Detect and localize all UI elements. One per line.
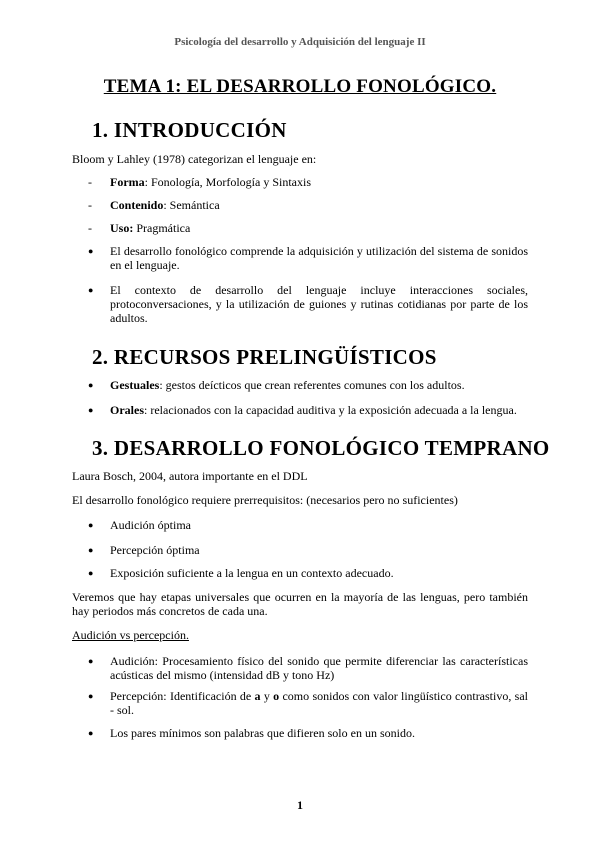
item-text: Exposición suficiente a la lengua en un contexto adecuado. (110, 566, 394, 580)
section-heading-introduccion: 1. INTRODUCCIÓN (92, 118, 287, 142)
item-text: como sonidos con valor lingüístico contrastivo, sal - sol. (110, 689, 528, 717)
item-text: : Fonología, Morfología y Sintaxis (144, 175, 311, 189)
bullet-marker: ● (88, 246, 94, 256)
term-o: o (273, 689, 280, 703)
item-text: : Semántica (163, 198, 220, 212)
term-a: a (254, 689, 261, 703)
term-uso: Uso: (110, 221, 134, 235)
bullet-marker: ● (88, 380, 94, 390)
item-text: Pragmática (133, 221, 191, 235)
bullet-marker: ● (88, 728, 94, 738)
item-text: Percepción: Identificación de (110, 689, 255, 703)
dash-marker: - (88, 198, 92, 212)
bullet-marker: ● (88, 656, 94, 666)
item-text: Audición óptima (110, 518, 191, 532)
term-forma: Forma (110, 175, 145, 189)
section-heading-desarrollo-temprano: 3. DESARROLLO FONOLÓGICO TEMPRANO (92, 436, 550, 460)
item-text: : gestos deícticos que crean referentes comunes con los adultos. (159, 378, 465, 392)
dash-marker: - (88, 175, 92, 189)
bullet-marker: ● (88, 285, 94, 295)
intro-paragraph: Bloom y Lahley (1978) categorizan el lenguaje en: (72, 152, 317, 166)
paragraph-bosch: Laura Bosch, 2004, autora importante en el DDL (72, 469, 308, 483)
item-text: Audición: Procesamiento físico del sonido que permite diferenciar las características acústicas del mismo (intensidad dB y tono Hz) (110, 654, 528, 682)
section-heading-recursos: 2. RECURSOS PRELINGÜÍSTICOS (92, 345, 437, 369)
paragraph-etapas: Veremos que hay etapas universales que ocurren en la mayoría de las lenguas, pero también hay periodos más concretos de cada una. (72, 590, 528, 618)
paragraph-prerrequisitos: El desarrollo fonológico requiere prerrequisitos: (necesarios pero no suficientes) (72, 493, 458, 507)
dash-marker: - (88, 221, 92, 235)
item-text: El contexto de desarrollo del lenguaje incluye interacciones sociales, protoconversaciones, y la utilización de guiones y rutinas cotidianas por parte de los adultos. (110, 283, 528, 325)
item-text: Percepción óptima (110, 543, 200, 557)
bullet-marker: ● (88, 691, 94, 701)
subheading-audicion-percepcion: Audición vs percepción. (72, 628, 189, 642)
page-title: TEMA 1: EL DESARROLLO FONOLÓGICO. (103, 76, 497, 97)
item-text: : relacionados con la capacidad auditiva y la exposición adecuada a la lengua. (144, 403, 517, 417)
bullet-marker: ● (88, 545, 94, 555)
item-text: Los pares mínimos son palabras que difieren solo en un sonido. (110, 726, 415, 740)
term-contenido: Contenido (110, 198, 164, 212)
item-text: y (260, 689, 274, 703)
term-orales: Orales (110, 403, 144, 417)
bullet-marker: ● (88, 568, 94, 578)
term-gestuales: Gestuales (110, 378, 160, 392)
bullet-marker: ● (88, 520, 94, 530)
page-number: 1 (297, 798, 303, 812)
item-text: El desarrollo fonológico comprende la adquisición y utilización del sistema de sonidos en el lenguaje. (110, 244, 528, 272)
running-header: Psicología del desarrollo y Adquisición del lenguaje II (174, 36, 426, 48)
bullet-marker: ● (88, 405, 94, 415)
